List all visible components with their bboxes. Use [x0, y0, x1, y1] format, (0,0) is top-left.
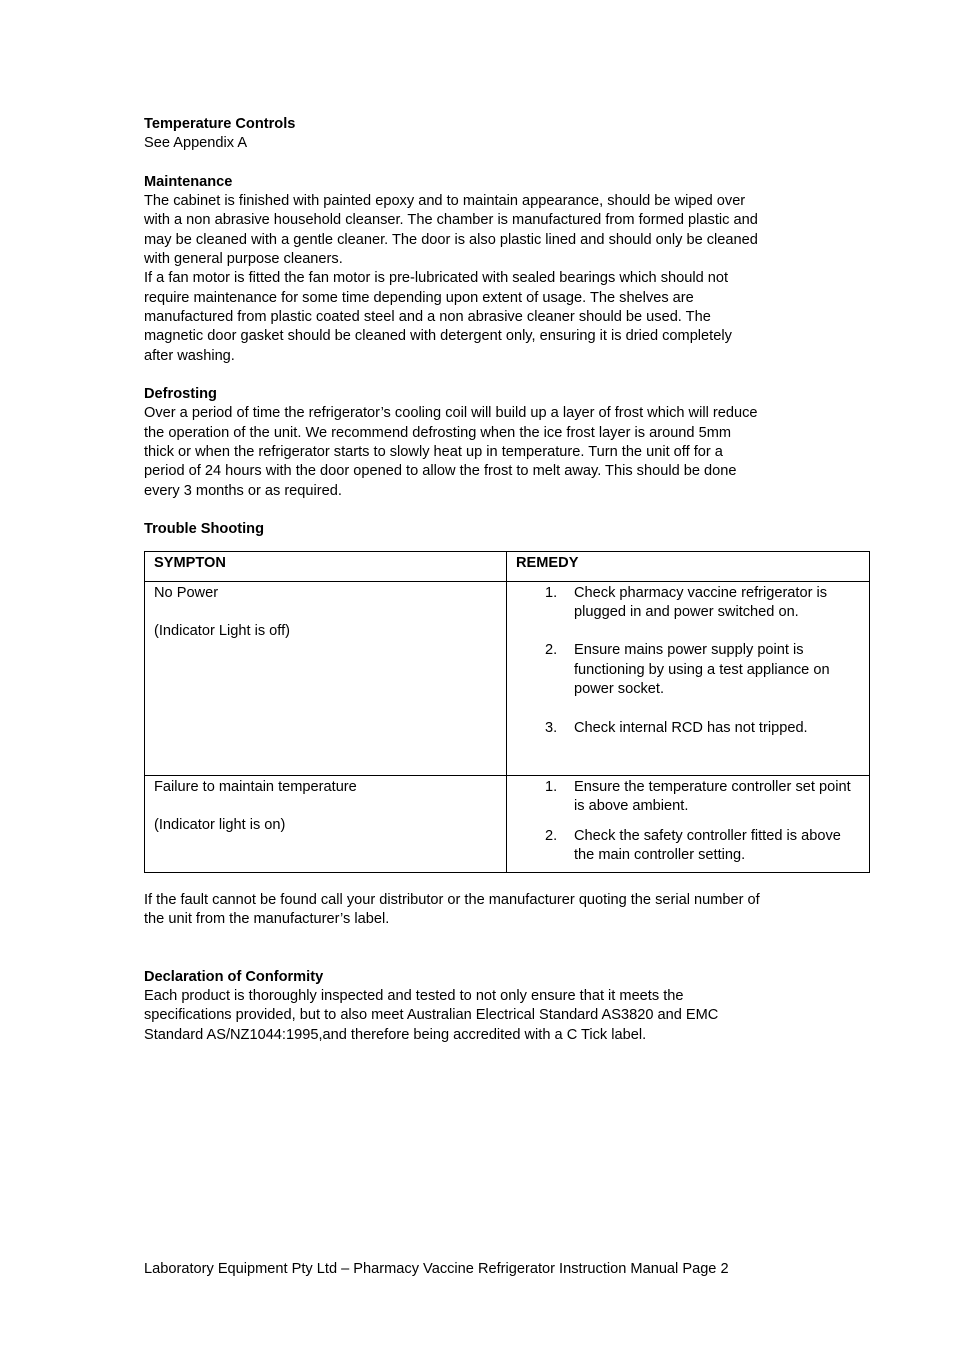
- remedy-item: [516, 719, 861, 738]
- remedy-cell: [507, 775, 870, 872]
- symptom-cell: [145, 775, 507, 872]
- remedy-number: 2.: [545, 642, 558, 659]
- remedy-column-header: REMEDY: [507, 551, 870, 581]
- maintenance-text: The cabinet is finished with painted epoxy and to maintain appearance, should be wiped over with a non abrasive household cleanser. The chamber is manufactured from formed plastic and may be cleaned with a gentle cleaner. The door is also plastic lined and should only be cleaned with general purpose cleaners. If a fan motor is fitted the fan motor is pre-lubricated with sealed bearings which should not require maintenance for some time depending upon extent of usage. The shelves are manufactured from plastic coated steel and a non abrasive cleaner should be used. The magnetic door gasket should be cleaned with detergent only, ensuring it is dried completely after washing.: [144, 193, 758, 364]
- defrosting-text: Over a period of time the refrigerator’s cooling coil will build up a layer of frost which will reduce the operation of the unit. We recommend defrosting when the ice frost layer is around 5mm thick or when the refrigerator starts to slowly heat up in temperature. Turn the unit off for a period of 24 hours with the door opened to allow the frost to melt away. This should be done every 3 months or as required.: [144, 405, 758, 499]
- remedy-number: 1.: [545, 778, 558, 795]
- symptom-cell: [145, 581, 507, 775]
- table-header-row: [145, 551, 870, 581]
- indicator-text: (Indicator light is on): [154, 817, 286, 834]
- remedy-list: [516, 584, 861, 738]
- symptom-text: Failure to maintain temperature: [154, 778, 357, 795]
- maintenance-heading: Maintenance: [144, 173, 233, 190]
- remedy-cell: [507, 581, 870, 775]
- temperature-controls-heading: Temperature Controls: [144, 116, 296, 132]
- declaration-heading: Declaration of Conformity: [144, 968, 324, 985]
- remedy-text: Ensure mains power supply point is functioning by using a test appliance on power socket.: [574, 642, 830, 698]
- indicator-text: (Indicator Light is off): [154, 623, 291, 640]
- page-content: [144, 115, 884, 1045]
- declaration-text: Each product is thoroughly inspected and tested to not only ensure that it meets the specifications provided, but to also meet Australian Electrical Standard AS3820 and EMC Standard AS/NZ1044:1995,and therefore being accredited with a C Tick label.: [144, 988, 719, 1043]
- remedy-item: [516, 584, 861, 623]
- remedy-item: [516, 641, 861, 699]
- temperature-controls-text: See Appendix A: [144, 135, 248, 152]
- remedy-list: [516, 778, 861, 866]
- symptom-column-header: SYMPTON: [145, 551, 507, 581]
- trouble-shooting-heading: Trouble Shooting: [144, 521, 264, 538]
- remedy-text: Ensure the temperature controller set point is above ambient.: [574, 778, 851, 814]
- defrosting-heading: Defrosting: [144, 386, 217, 403]
- symptom-text: No Power: [154, 584, 219, 601]
- remedy-text: Check pharmacy vaccine refrigerator is plugged in and power switched on.: [574, 584, 828, 620]
- page-footer: Laboratory Equipment Pty Ltd – Pharmacy Vaccine Refrigerator Instruction Manual Page 2: [144, 1261, 729, 1277]
- table-row: [145, 775, 870, 872]
- trouble-shooting-note: If the fault cannot be found call your distributor or the manufacturer quoting the serial number of the unit from the manufacturer’s label.: [144, 891, 760, 927]
- remedy-item: [516, 827, 861, 866]
- remedy-item: [516, 778, 861, 817]
- remedy-number: 1.: [545, 584, 558, 601]
- trouble-shooting-table: [144, 551, 870, 873]
- table-row: [145, 581, 870, 775]
- remedy-text: Check internal RCD has not tripped.: [574, 719, 808, 736]
- remedy-number: 2.: [545, 828, 558, 845]
- remedy-number: 3.: [545, 719, 558, 736]
- remedy-text: Check the safety controller fitted is above the main controller setting.: [574, 828, 841, 864]
